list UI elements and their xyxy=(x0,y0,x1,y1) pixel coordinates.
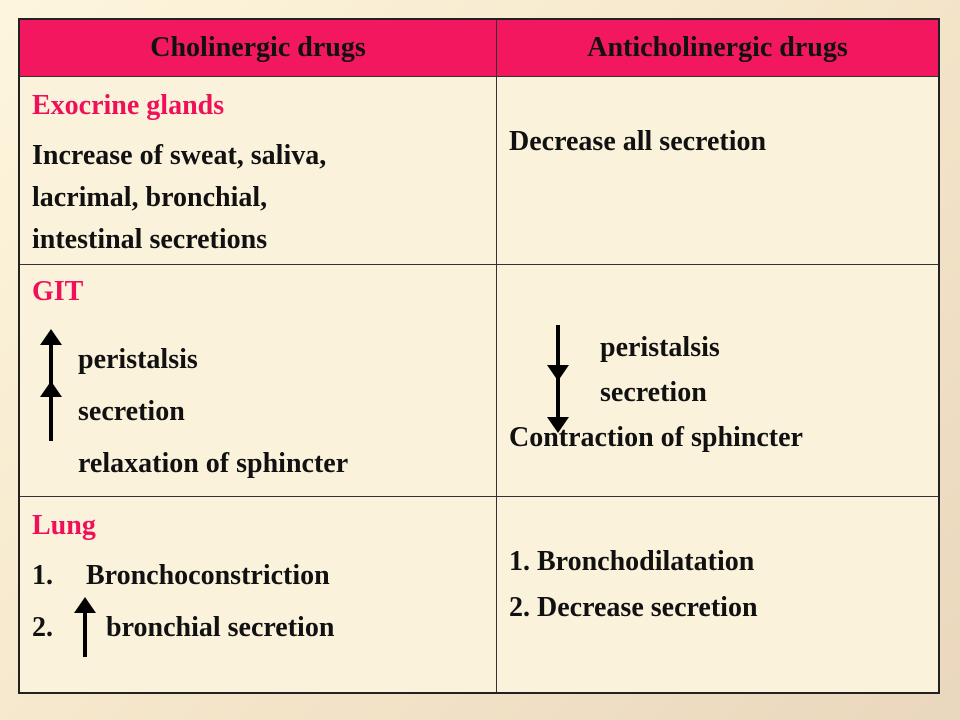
lung-left-num-2: 2. xyxy=(32,612,53,643)
exocrine-right-text: Decrease all secretion xyxy=(509,126,767,157)
arrow-up-icon xyxy=(40,329,62,389)
lung-left-bronchoconstriction: Bronchoconstriction xyxy=(86,560,330,591)
cell-git-cholinergic xyxy=(20,265,497,496)
header-cholinergic-label: Cholinergic drugs xyxy=(150,32,366,63)
git-right-secretion: secretion xyxy=(600,377,707,408)
header-cholinergic xyxy=(20,20,497,76)
cell-lung-anticholinergic xyxy=(497,497,938,692)
exocrine-left-line-3: intestinal secretions xyxy=(32,224,268,255)
exocrine-left-line-2: lacrimal, bronchial, xyxy=(32,182,268,213)
arrow-down-icon xyxy=(547,325,569,381)
exocrine-left-line-1: Increase of sweat, saliva, xyxy=(32,140,327,171)
lung-right-decrease-secretion: 2. Decrease secretion xyxy=(509,592,758,623)
cell-lung-cholinergic xyxy=(20,497,497,692)
cell-exocrine-cholinergic xyxy=(20,77,497,264)
header-anticholinergic-label: Anticholinergic drugs xyxy=(587,32,848,63)
table-row-exocrine xyxy=(20,76,938,264)
category-git: GIT xyxy=(32,276,84,307)
table-row-lung xyxy=(20,496,938,692)
arrow-up-icon xyxy=(40,381,62,441)
git-right-contraction: Contraction of sphincter xyxy=(509,422,803,453)
cell-exocrine-anticholinergic xyxy=(497,77,938,264)
git-left-relaxation: relaxation of sphincter xyxy=(78,448,349,479)
comparison-table xyxy=(18,18,940,694)
table-header-row xyxy=(20,20,938,76)
git-left-peristalsis: peristalsis xyxy=(78,344,198,375)
arrow-up-icon xyxy=(74,597,96,657)
git-left-secretion: secretion xyxy=(78,396,185,427)
lung-left-bronchial-secretion: bronchial secretion xyxy=(106,612,335,643)
category-lung: Lung xyxy=(32,510,96,541)
cell-git-anticholinergic xyxy=(497,265,938,496)
git-right-peristalsis: peristalsis xyxy=(600,332,720,363)
table-row-git xyxy=(20,264,938,496)
category-exocrine-glands: Exocrine glands xyxy=(32,90,225,121)
header-anticholinergic xyxy=(497,20,938,76)
lung-left-num-1: 1. xyxy=(32,560,53,591)
lung-right-bronchodilatation: 1. Bronchodilatation xyxy=(509,546,755,577)
